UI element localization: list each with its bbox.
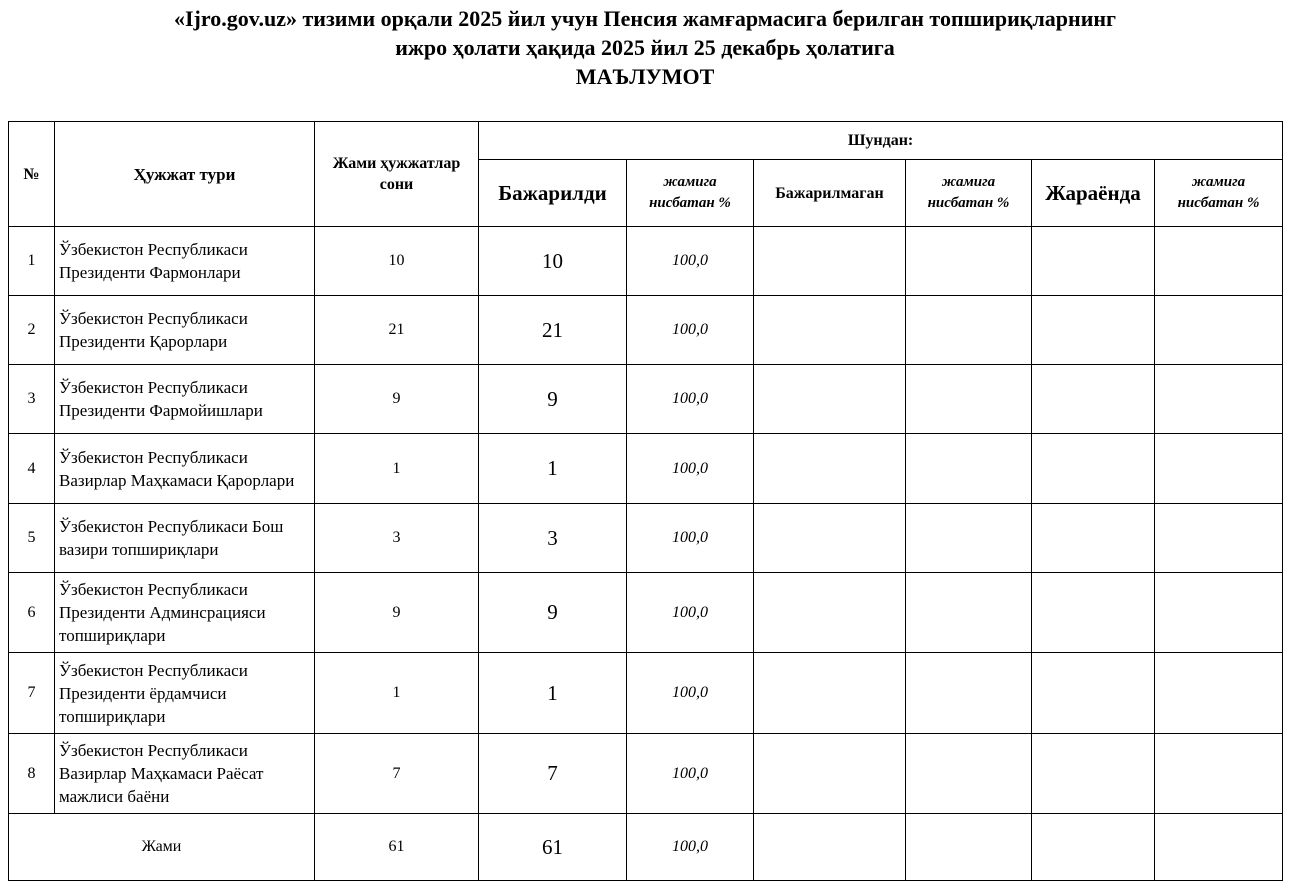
row-total: 9 <box>315 573 479 653</box>
total-row <box>9 814 1283 881</box>
row-not-done <box>754 573 906 653</box>
row-not-done-pct <box>906 653 1032 734</box>
row-not-done-pct <box>906 296 1032 365</box>
row-done-pct: 100,0 <box>627 504 754 573</box>
row-in-progress <box>1032 365 1155 434</box>
row-in-progress <box>1032 734 1155 814</box>
row-done: 7 <box>479 734 627 814</box>
total-not-done <box>754 814 906 881</box>
total-in-progress <box>1032 814 1155 881</box>
row-number: 6 <box>9 573 55 653</box>
row-number: 2 <box>9 296 55 365</box>
table-row <box>9 296 1283 365</box>
row-number: 5 <box>9 504 55 573</box>
row-doc-type: Ўзбекистон Республикаси Президенти Админсрацияси топшириқлари <box>55 573 315 653</box>
row-done-pct: 100,0 <box>627 734 754 814</box>
table-row <box>9 365 1283 434</box>
execution-status-table <box>8 121 1283 881</box>
row-total: 7 <box>315 734 479 814</box>
row-done: 1 <box>479 434 627 504</box>
row-total: 1 <box>315 434 479 504</box>
row-not-done-pct <box>906 573 1032 653</box>
row-not-done-pct <box>906 734 1032 814</box>
row-in-progress <box>1032 653 1155 734</box>
row-not-done-pct <box>906 365 1032 434</box>
header-in-progress-pct: жамига нисбатан % <box>1155 160 1283 227</box>
table-row <box>9 573 1283 653</box>
document-title <box>0 4 1290 91</box>
row-done-pct: 100,0 <box>627 573 754 653</box>
header-not-done-pct: жамига нисбатан % <box>906 160 1032 227</box>
total-in-progress-pct <box>1155 814 1283 881</box>
row-not-done <box>754 434 906 504</box>
row-in-progress <box>1032 227 1155 296</box>
row-in-progress-pct <box>1155 227 1283 296</box>
row-done-pct: 100,0 <box>627 227 754 296</box>
row-number: 4 <box>9 434 55 504</box>
row-not-done-pct <box>906 434 1032 504</box>
row-in-progress-pct <box>1155 296 1283 365</box>
row-not-done <box>754 227 906 296</box>
row-in-progress <box>1032 434 1155 504</box>
title-line-1: «Ijro.gov.uz» тизими орқали 2025 йил учун Пенсия жамғармасига берилган топшириқларнинг <box>173 6 1117 31</box>
row-not-done-pct <box>906 504 1032 573</box>
header-of-which: Шундан: <box>479 122 1283 160</box>
row-total: 21 <box>315 296 479 365</box>
row-not-done-pct <box>906 227 1032 296</box>
header-doc-type: Ҳужжат тури <box>55 122 315 227</box>
row-number: 8 <box>9 734 55 814</box>
row-number: 7 <box>9 653 55 734</box>
row-in-progress-pct <box>1155 365 1283 434</box>
total-done: 61 <box>479 814 627 881</box>
row-in-progress-pct <box>1155 434 1283 504</box>
row-not-done <box>754 296 906 365</box>
row-done: 3 <box>479 504 627 573</box>
header-done-pct: жамига нисбатан % <box>627 160 754 227</box>
row-doc-type: Ўзбекистон Республикаси Президенти Фармонлари <box>55 227 315 296</box>
row-done-pct: 100,0 <box>627 296 754 365</box>
row-not-done <box>754 504 906 573</box>
row-doc-type: Ўзбекистон Республикаси Президенти ёрдамчиси топшириқлари <box>55 653 315 734</box>
header-not-done: Бажарилмаган <box>754 160 906 227</box>
row-done: 1 <box>479 653 627 734</box>
row-total: 1 <box>315 653 479 734</box>
row-in-progress <box>1032 296 1155 365</box>
row-in-progress-pct <box>1155 653 1283 734</box>
table-row <box>9 434 1283 504</box>
row-in-progress-pct <box>1155 734 1283 814</box>
row-not-done <box>754 653 906 734</box>
row-done-pct: 100,0 <box>627 434 754 504</box>
row-number: 3 <box>9 365 55 434</box>
header-num: № <box>9 122 55 227</box>
row-doc-type: Ўзбекистон Республикаси Президенти Қарорлари <box>55 296 315 365</box>
row-done: 9 <box>479 365 627 434</box>
total-done-pct: 100,0 <box>627 814 754 881</box>
row-in-progress <box>1032 504 1155 573</box>
row-total: 10 <box>315 227 479 296</box>
row-done-pct: 100,0 <box>627 365 754 434</box>
row-done-pct: 100,0 <box>627 653 754 734</box>
row-doc-type: Ўзбекистон Республикаси Вазирлар Маҳкамаси Қарорлари <box>55 434 315 504</box>
header-row-1 <box>9 122 1283 160</box>
header-in-progress: Жараёнда <box>1032 160 1155 227</box>
row-number: 1 <box>9 227 55 296</box>
total-not-done-pct <box>906 814 1032 881</box>
row-total: 9 <box>315 365 479 434</box>
row-done: 10 <box>479 227 627 296</box>
header-total-docs: Жами ҳужжатлар сони <box>315 122 479 227</box>
row-in-progress-pct <box>1155 504 1283 573</box>
row-in-progress <box>1032 573 1155 653</box>
table-row <box>9 734 1283 814</box>
row-total: 3 <box>315 504 479 573</box>
total-docs: 61 <box>315 814 479 881</box>
row-doc-type: Ўзбекистон Республикаси Вазирлар Маҳкамаси Раёсат мажлиси баёни <box>55 734 315 814</box>
row-doc-type: Ўзбекистон Республикаси Бош вазири топшириқлари <box>55 504 315 573</box>
row-doc-type: Ўзбекистон Республикаси Президенти Фармойишлари <box>55 365 315 434</box>
total-label: Жами <box>9 814 315 881</box>
table-row <box>9 227 1283 296</box>
title-line-2: ижро ҳолати ҳақида 2025 йил 25 декабрь ҳолатига <box>395 35 895 60</box>
table-row <box>9 504 1283 573</box>
row-done: 9 <box>479 573 627 653</box>
row-done: 21 <box>479 296 627 365</box>
row-not-done <box>754 365 906 434</box>
header-done: Бажарилди <box>479 160 627 227</box>
row-not-done <box>754 734 906 814</box>
table-row <box>9 653 1283 734</box>
title-line-3: МАЪЛУМОТ <box>575 64 715 89</box>
row-in-progress-pct <box>1155 573 1283 653</box>
